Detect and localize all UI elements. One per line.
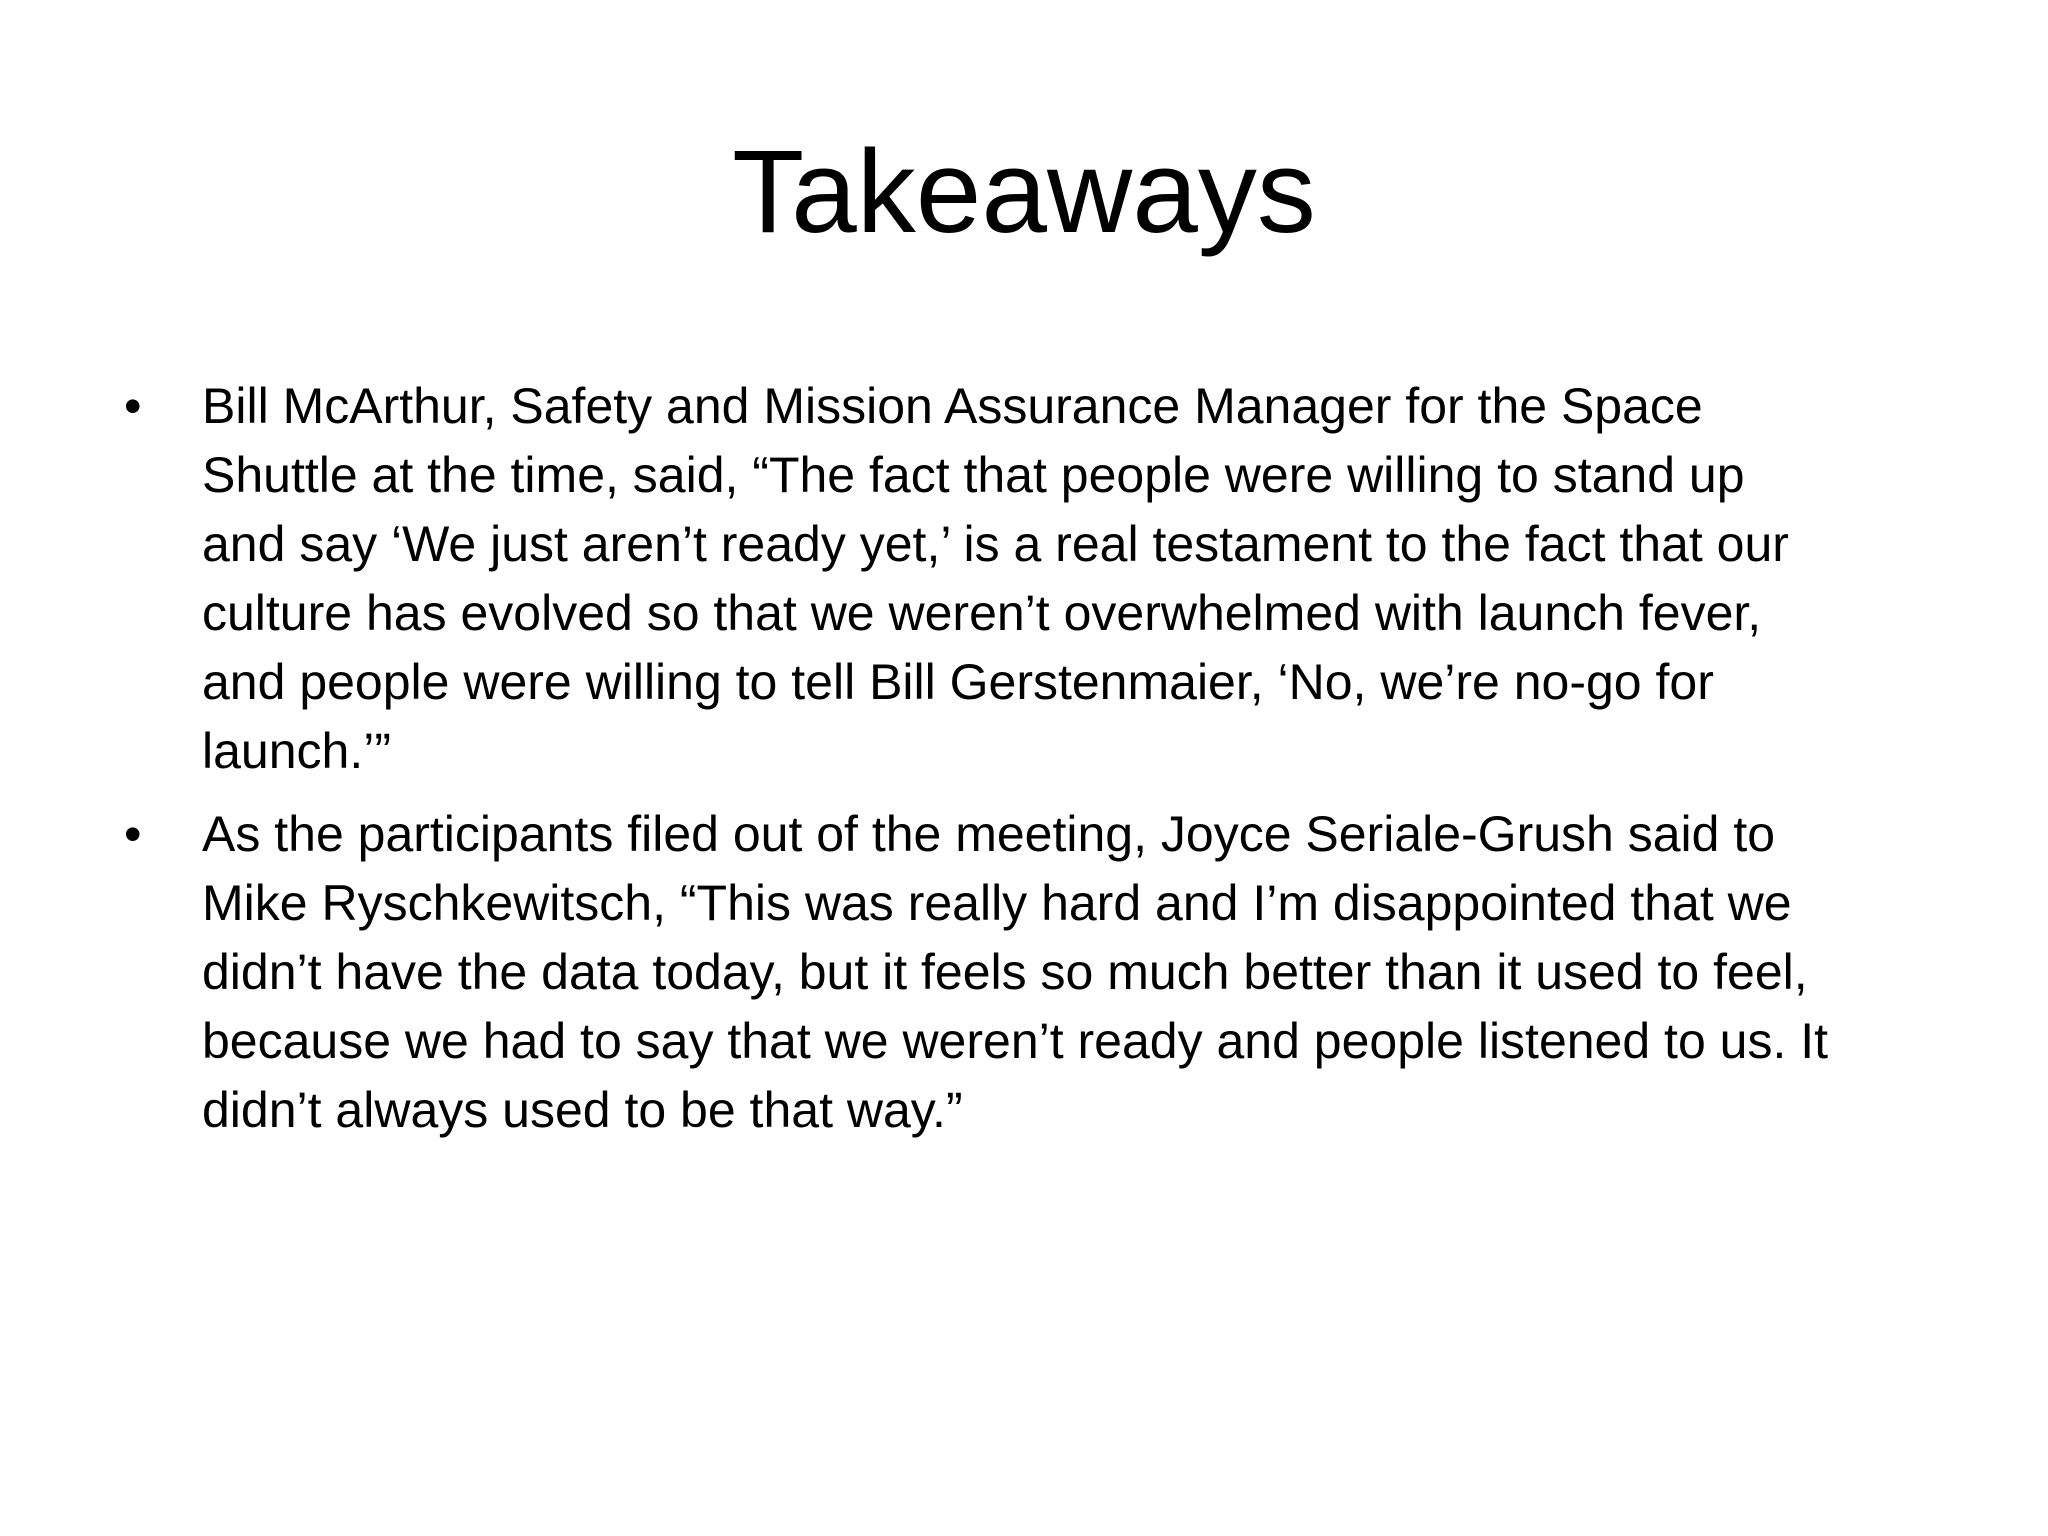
bullet-dot-icon: • (124, 806, 142, 862)
bullet-item (120, 372, 1950, 786)
bullet-item (120, 800, 1950, 1145)
bullet-text-mcarthur-quote: Bill McArthur, Safety and Mission Assurance Manager for the Space Shuttle at the time, said, “The fact that people were willing to stand up and say ‘We just aren’t ready yet,’ is a real testament to the fact that our culture has evolved so that we weren’t overwhelmed with launch fever, and people were willing to tell Bill Gerstenmaier, ‘No, we’re no-go for launch.’” (202, 378, 1789, 779)
bullet-text-seriale-grush-quote: As the participants filed out of the meeting, Joyce Seriale-Grush said to Mike Ryschkewitsch, “This was really hard and I’m disappointed that we didn’t have the data today, but it feels so much better than it used to feel, because we had to say that we weren’t ready and people listened to us. It didn’t always used to be that way.” (202, 806, 1829, 1138)
bullet-dot-icon: • (124, 378, 142, 434)
slide-title: Takeaways (732, 126, 1316, 258)
bullet-list (120, 372, 1950, 1159)
